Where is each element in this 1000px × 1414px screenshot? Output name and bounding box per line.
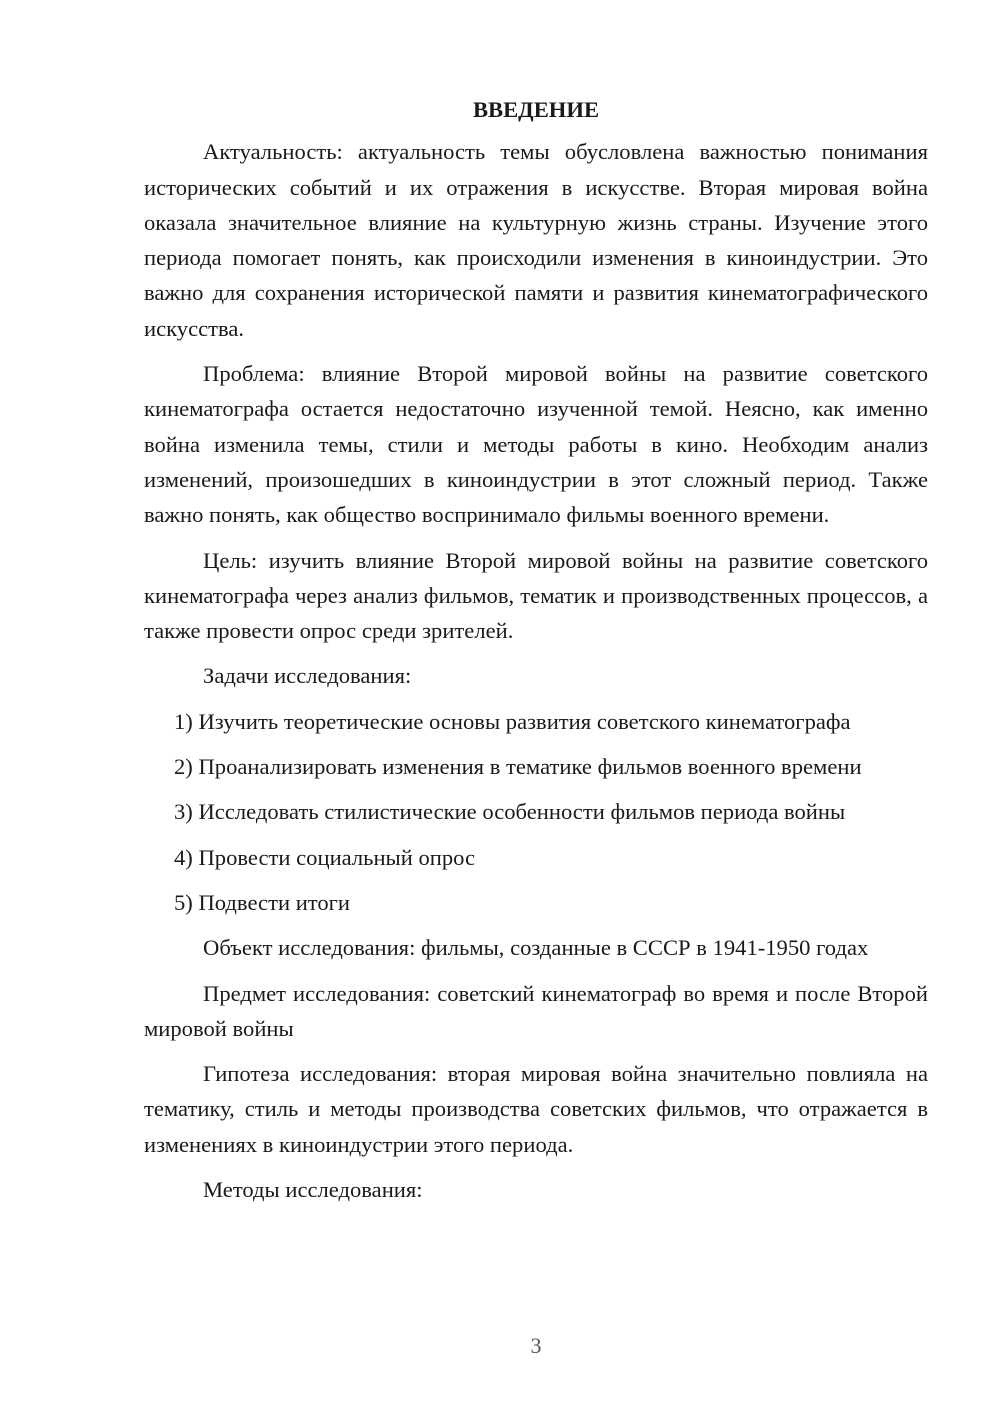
task-item: 2) Проанализировать изменения в тематике фильмов военного времени [174, 754, 862, 780]
task-item: 3) Исследовать стилистические особенности фильмов периода войны [174, 799, 846, 825]
problem-paragraph: Проблема: влияние Второй мировой войны на развитие советского кинематографа остается недостаточно изученной темой. Неясно, как именно война изменила темы, стили и методы работы в кино. Необходим анализ изменений, произошедших в киноиндустрии в этот сложный период. Также важно понять, как общество воспринимало фильмы военного времени. [144, 361, 928, 528]
document-page [144, 92, 928, 1217]
research-object: Объект исследования: фильмы, созданные в СССР в 1941-1950 годах [203, 935, 869, 961]
methods-heading: Методы исследования: [203, 1177, 423, 1203]
research-hypothesis: Гипотеза исследования: вторая мировая война значительно повлияла на тематику, стиль и методы производства советских фильмов, что отражается в изменениях в киноиндустрии этого периода. [144, 1061, 928, 1157]
research-subject: Предмет исследования: советский кинематограф во время и после Второй мировой войны [144, 980, 928, 1041]
task-item: 4) Провести социальный опрос [174, 844, 476, 870]
document-title: ВВЕДЕНИЕ [472, 97, 600, 122]
tasks-heading: Задачи исследования: [203, 663, 412, 689]
task-item: 1) Изучить теоретические основы развития советского кинематографа [174, 708, 851, 734]
task-item: 5) Подвести итоги [174, 889, 351, 915]
goal-paragraph: Цель: изучить влияние Второй мировой войны на развитие советского кинематографа через анализ фильмов, тематик и производственных процессов, а также провести опрос среди зрителей. [144, 547, 928, 644]
page-number: 3 [530, 1333, 542, 1358]
relevance-paragraph: Актуальность: актуальность темы обусловлена важностью понимания исторических событий и их отражения в искусстве. Вторая мировая война оказала значительное влияние на культурную жизнь страны. Изучение этого периода помогает понять, как происходили изменения в киноиндустрии. Это важно для сохранения исторической памяти и развития кинематографического искусства. [144, 139, 928, 341]
